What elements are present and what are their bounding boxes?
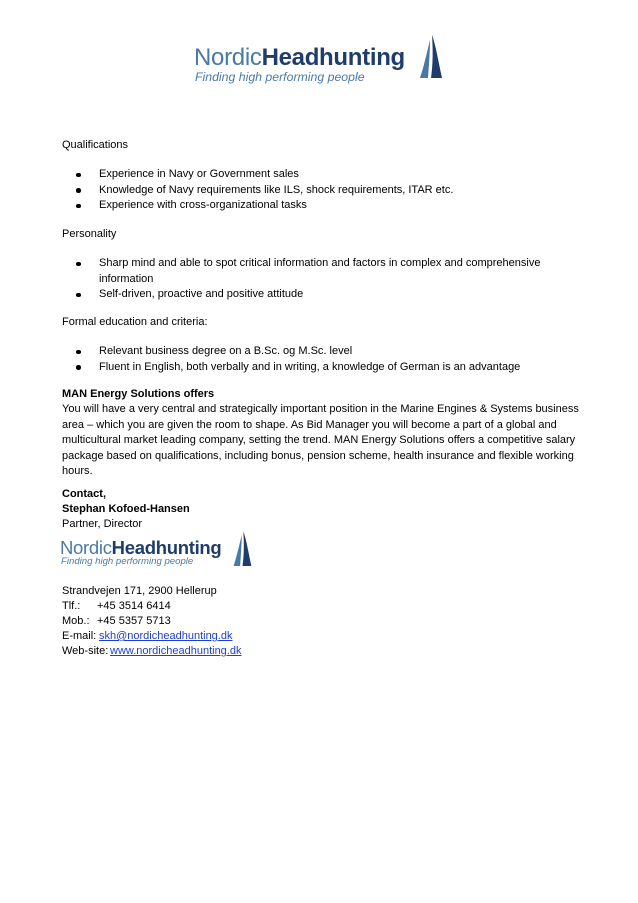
mobile-value: +45 5357 5713: [97, 615, 171, 627]
contact-heading: Contact,: [62, 488, 106, 500]
mobile-label: Mob.:: [62, 615, 90, 627]
contact-email-row: [62, 629, 582, 645]
phone-label: Tlf.:: [62, 600, 81, 612]
personality-heading: Personality: [62, 228, 117, 240]
bullet-icon: [76, 365, 81, 370]
bullet-icon: [76, 173, 81, 178]
sail-icon: [232, 530, 253, 568]
signature-logo: [60, 530, 256, 572]
education-list: [62, 344, 582, 375]
contact-mobile-row: [62, 614, 582, 630]
email-link[interactable]: skh@nordicheadhunting.dk: [99, 630, 233, 642]
contact-web-row: [62, 644, 582, 660]
list-item: Experience in Navy or Government sales: [62, 167, 582, 183]
bullet-icon: [76, 262, 81, 267]
header-logo: [192, 34, 448, 84]
website-link[interactable]: www.nordicheadhunting.dk: [110, 645, 242, 657]
logo-tagline: Finding high performing people: [195, 70, 365, 84]
bullet-icon: [76, 350, 81, 355]
qualifications-list: [62, 167, 582, 214]
list-item: Fluent in English, both verbally and in writing, a knowledge of German is an advantage: [62, 360, 582, 376]
qualifications-heading: Qualifications: [62, 139, 129, 151]
list-item: Sharp mind and able to spot critical information and factors in complex and comprehensive information: [62, 256, 582, 287]
paragraph-line: multicultural market leading company, setting the trend. MAN Energy Solutions offers a competitive salary: [62, 434, 576, 446]
web-label: Web-site:: [62, 645, 109, 657]
paragraph-line: package based on qualifications, including bonus, pension scheme, health insurance and flexible working: [62, 449, 574, 462]
logo-tagline: Finding high performing people: [61, 556, 194, 567]
bullet-icon: [76, 188, 81, 193]
contact-phone-row: [62, 599, 582, 615]
bullet-icon: [76, 293, 81, 298]
list-item: Experience with cross-organizational tasks: [62, 198, 582, 214]
personality-list: [62, 256, 582, 303]
offer-paragraph: [62, 402, 582, 480]
list-item: Self-driven, proactive and positive attitude: [62, 287, 582, 303]
offer-heading: MAN Energy Solutions offers: [62, 388, 215, 400]
contact-title: Partner, Director: [62, 518, 143, 530]
paragraph-line: You will have a very central and strategically important position in the Marine Engines & Systems business: [62, 403, 579, 415]
sail-icon: [418, 34, 444, 80]
contact-name: Stephan Kofoed-Hansen: [62, 503, 190, 515]
email-label: E-mail:: [62, 630, 97, 642]
logo-wordmark: NordicHeadhunting: [60, 537, 222, 558]
bullet-icon: [76, 204, 81, 209]
phone-value: +45 3514 6414: [97, 600, 171, 612]
paragraph-line: area – which you are given the room to shape. As Bid Manager you will become a part of a global and: [62, 418, 557, 431]
list-item: Knowledge of Navy requirements like ILS, shock requirements, ITAR etc.: [62, 183, 582, 199]
list-item: Relevant business degree on a B.Sc. og M.Sc. level: [62, 344, 582, 360]
logo-wordmark: NordicHeadhunting: [194, 44, 405, 71]
contact-address: Strandvejen 171, 2900 Hellerup: [62, 585, 217, 597]
education-heading: Formal education and criteria:: [62, 316, 208, 328]
paragraph-line: hours.: [62, 465, 93, 477]
